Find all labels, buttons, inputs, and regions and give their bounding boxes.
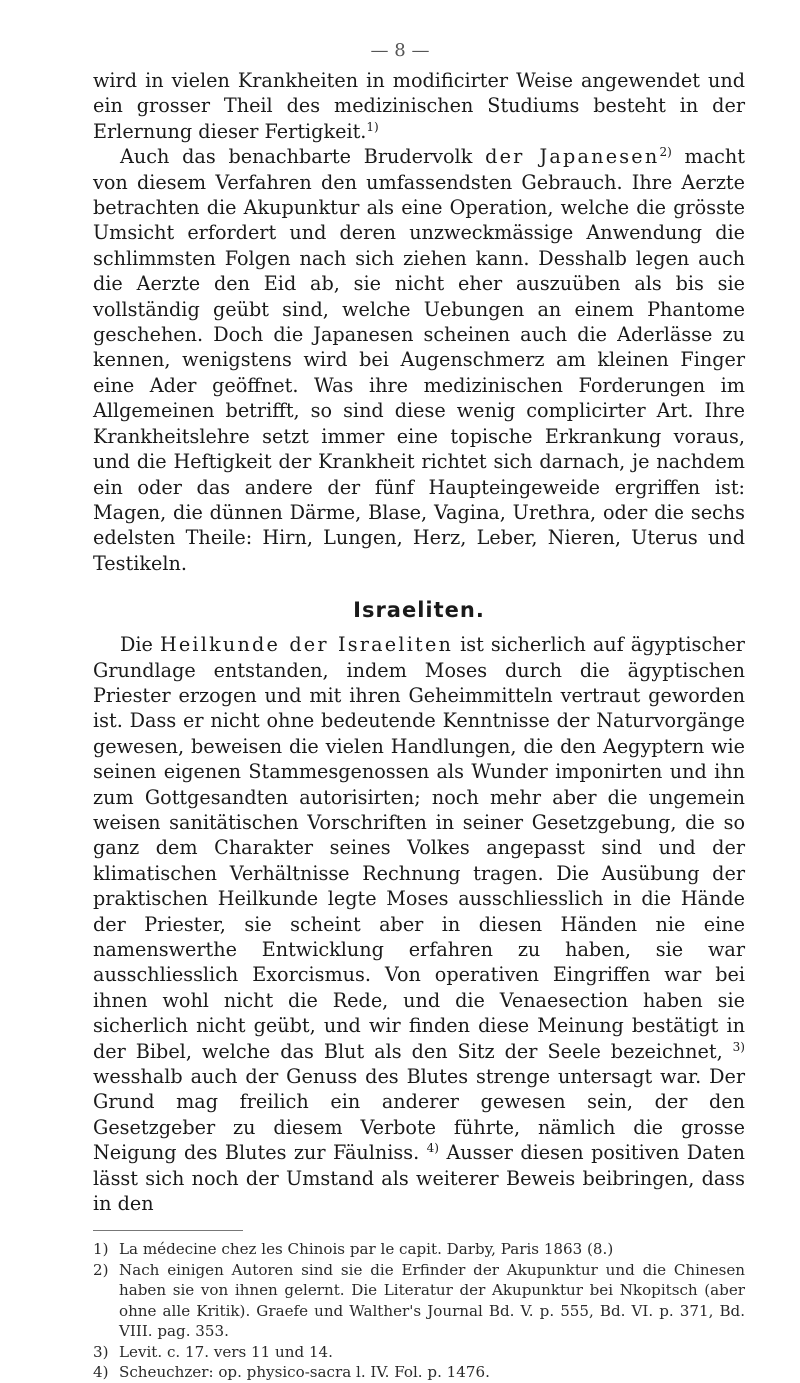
- footnote-text: La médecine chez les Chinois par le capit. Darby, Paris 1863 (8.): [119, 1240, 614, 1259]
- footnote-3: [93, 1342, 745, 1363]
- footnote-ref-1[interactable]: 1): [366, 119, 379, 134]
- emphasis-heilkunde: Heilkunde der Israeliten: [159, 633, 454, 657]
- footnote-1: [93, 1239, 745, 1260]
- footnote-mark: 2): [93, 1260, 109, 1279]
- footnote-mark: 1): [93, 1240, 109, 1259]
- footnote-4: [93, 1362, 745, 1383]
- footnote-text: Nach einigen Autoren sind sie die Erfinder der Akupunktur und die Chinesen haben sie von ihnen gelernt. Die Literatur der Akupunktur bei Nkopitsch (aber ohne alle Kritik). Graefe und Walther's Journal Bd. V. p. 555, Bd. VI. p. 371, Bd. VIII. pag. 353.: [119, 1260, 745, 1341]
- footnote-2: [93, 1260, 745, 1342]
- paragraph-text: Auch das benachbarte Brudervolk: [120, 145, 473, 169]
- paragraph-continuation: [93, 68, 745, 144]
- paragraph-text: macht von diesem Verfahren den umfassendsten Gebrauch. Ihre Aerzte betrachten die Akupunktur als eine Operation, welche die grösste Umsicht erfordert und deren unzweckmässige Anwendung die schlimmsten Folgen nach sich ziehen kann. Desshalb legen auch die Aerzte den Eid ab, sie nicht eher auszuüben als bis sie vollständig geübt sind, welche Uebungen an einem Phantome geschehen. Doch die Japanesen scheinen auch die Aderlässe zu kennen, wenigstens wird bei Augenschmerz am kleinen Finger eine Ader geöffnet. Was ihre medizinischen Forderungen im Allgemeinen betrifft, so sind diese wenig complicirter Art. Ihre Krankheitslehre setzt immer eine topische Erkrankung voraus, und die Heftigkeit der Krankheit richtet sich darnach, je nachdem ein oder das andere der fünf Haupteingeweide ergriffen ist: Magen, die dünnen Därme, Blase, Vagina, Urethra, oder die sechs edelsten Theile: Hirn, Lungen, Herz, Leber, Nieren, Uterus und Testikeln.: [93, 145, 745, 575]
- paragraph-text: Die: [120, 633, 153, 657]
- footnote-text: Levit. c. 17. vers 11 und 14.: [119, 1342, 333, 1361]
- footnote-text: Scheuchzer: op. physico-sacra l. IV. Fol. p. 1476.: [119, 1363, 490, 1382]
- footnote-ref-2[interactable]: 2): [659, 145, 672, 160]
- paragraph-text: Ausser diesen positiven Daten lässt sich noch der Umstand als weiterer Beweis beibringen, dass in den: [93, 1141, 745, 1216]
- paragraph-text: wird in vielen Krankheiten in modificirter Weise angewendet und ein grosser Theil des medizinischen Studiums besteht in der Erlernung dieser Fertigkeit.: [93, 69, 745, 143]
- footnote-ref-4[interactable]: 4): [426, 1141, 439, 1156]
- section-heading-israeliten: Israeliten.: [353, 598, 485, 623]
- paragraph-japanesen: [93, 144, 745, 576]
- paragraph-text: ist sicherlich auf ägyptischer Grundlage entstanden, indem Moses durch die ägyptischen Priester erzogen und mit ihren Geheimmitteln vertraut geworden ist. Dass er nicht ohne bedeutende Kenntnisse der Naturvorgänge gewesen, beweisen die vielen Handlungen, die den Aegyptern wie seinen eigenen Stammesgenossen als Wunder imponirten und ihn zum Gottgesandten autorisirten; noch mehr aber die ungemein weisen sanitätischen Vorschriften in seiner Gesetzgebung, die so ganz dem Charakter seines Volkes angepasst sind und der klimatischen Verhältnisse Rechnung tragen. Die Ausübung der praktischen Heilkunde legte Moses ausschliesslich in die Hände der Priester, sie scheint aber in diesen Händen nie eine namenswerthe Entwicklung erfahren zu haben, sie war ausschliesslich Exorcismus. Von operativen Eingriffen war bei ihnen wohl nicht die Rede, und die Venaesection haben sie sicherlich nicht geübt, und wir finden diese Meinung bestätigt in der Bibel, welche das Blut als den Sitz der Seele bezeichnet,: [93, 633, 745, 1063]
- footnote-mark: 4): [93, 1363, 109, 1382]
- footnote-ref-3[interactable]: 3): [732, 1039, 745, 1054]
- page-number: — 8 —: [370, 40, 430, 61]
- paragraph-israeliten: [93, 632, 745, 1216]
- emphasis-japanesen: der Japanesen: [485, 145, 660, 169]
- paragraph-text: wesshalb auch der Genuss des Blutes strenge untersagt war. Der Grund mag freilich ein anderer gewesen sein, der den Gesetzgeber zu diesem Verbote führte, nämlich die grosse Neigung des Blutes zur Fäulniss.: [93, 1065, 745, 1165]
- footnote-mark: 3): [93, 1342, 109, 1361]
- footnotes: [93, 1239, 745, 1383]
- footnote-divider: [93, 1230, 243, 1231]
